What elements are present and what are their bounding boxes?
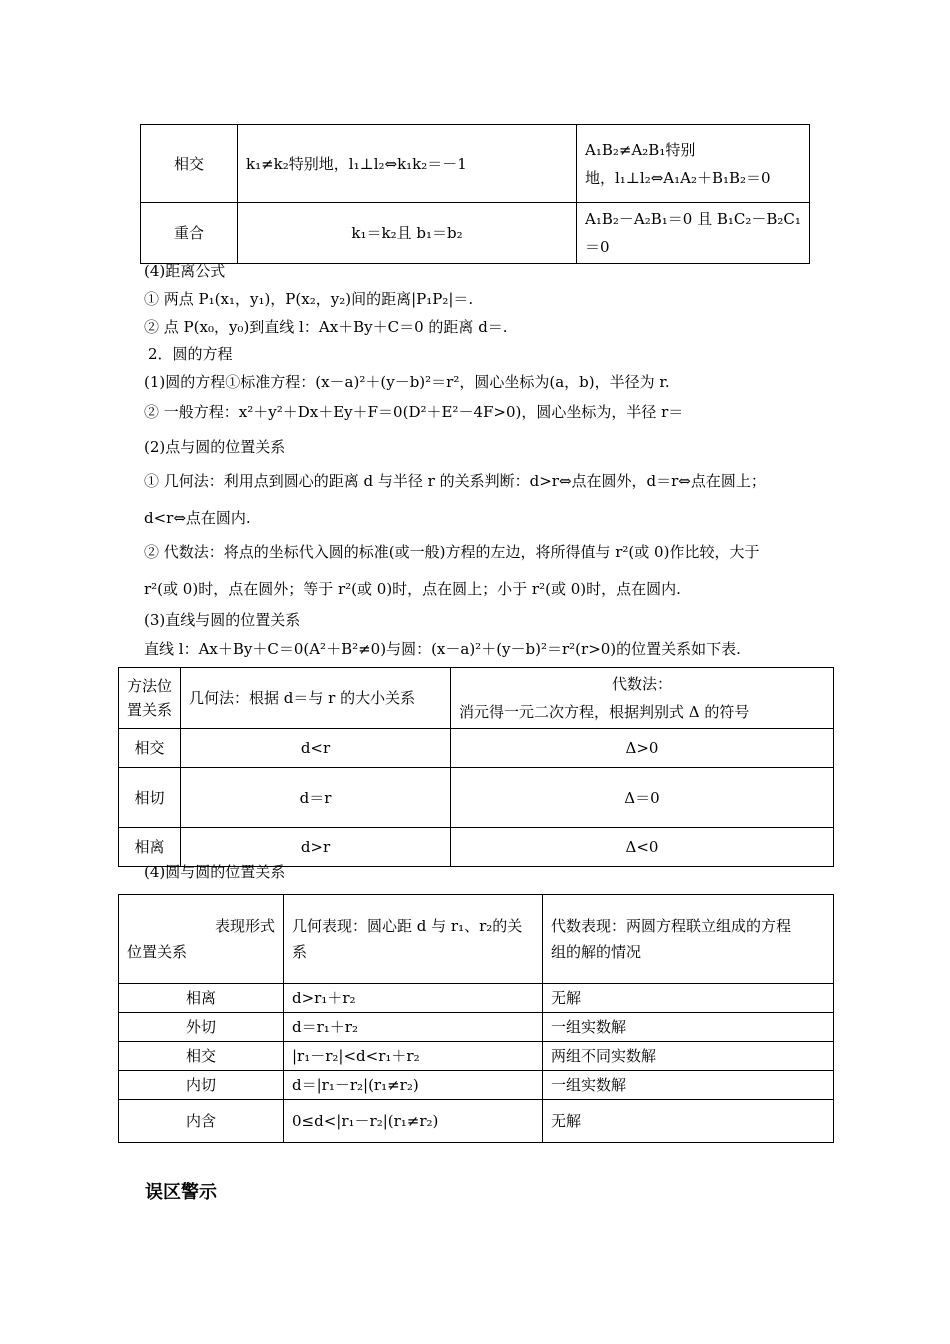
geometric-condition: |r₁－r₂|<d<r₁＋r₂ (284, 1042, 543, 1071)
row-label: 外切 (119, 1013, 284, 1042)
geometric-condition: d＝r (181, 768, 451, 828)
geometric-condition: 0≤d<|r₁－r₂|(r₁≠r₂) (284, 1100, 543, 1143)
two-point-distance: ① 两点 P₁(x₁，y₁)，P(x₂，y₂)间的距离|P₁P₂|＝. (144, 290, 474, 308)
header-algebraic (543, 895, 834, 984)
row-label: 相离 (119, 828, 181, 867)
table-header (119, 895, 834, 984)
cell-line: 地，l₁⊥l₂⇔A₁A₂＋B₁B₂＝0 (585, 168, 771, 187)
table-row (119, 729, 834, 768)
standard-equation: (1)圆的方程①标准方程：(x－a)²＋(y－b)²＝r²，圆心坐标为(a，b)，半径为 r. (144, 373, 670, 391)
circle-circle-heading: (4)圆与圆的位置关系 (144, 863, 286, 881)
solution-count: 一组实数解 (543, 1013, 834, 1042)
table-row (119, 1100, 834, 1143)
cell-line: 组的解的情况 (551, 943, 642, 961)
row-label: 内含 (119, 1100, 284, 1143)
geometric-condition: d＝|r₁－r₂|(r₁≠r₂) (284, 1071, 543, 1100)
line-relation-table (140, 124, 810, 264)
solution-count: 无解 (543, 1100, 834, 1143)
row-label: 相交 (141, 125, 238, 203)
geometric-method-cont: d<r⇔点在圆内. (144, 509, 251, 527)
table-row (141, 203, 810, 264)
cell-line: 表现形式 (214, 917, 275, 935)
cell-line: ＝0 (585, 238, 610, 256)
slope-condition: k₁≠k₂特别地，l₁⊥l₂⇔k₁k₂＝－1 (238, 125, 577, 203)
discriminant-condition: Δ>0 (451, 729, 834, 768)
header-algebraic (451, 668, 834, 729)
header-geometric (284, 895, 543, 984)
algebraic-method: ② 代数法：将点的坐标代入圆的标准(或一般)方程的左边，将所得值与 r²(或 0)作比较，大于 (144, 543, 760, 561)
table-row (141, 125, 810, 203)
cell-line: 置关系 (126, 701, 172, 719)
header-geometric: 几何法：根据 d＝与 r 的大小关系 (181, 668, 451, 729)
point-line-distance: ② 点 P(x₀，y₀)到直线 l：Ax＋By＋C＝0 的距离 d＝. (144, 318, 508, 336)
row-label: 相交 (119, 729, 181, 768)
common-mistakes-heading: 误区警示 (145, 1182, 217, 1203)
section-heading-circle-equation: 2．圆的方程 (148, 345, 233, 363)
header-position (119, 895, 284, 984)
table-header (119, 668, 834, 729)
table-row (119, 1013, 834, 1042)
geometric-condition: d＝r₁＋r₂ (284, 1013, 543, 1042)
table-row (119, 984, 834, 1013)
geometric-condition: d<r (181, 729, 451, 768)
cell-line: A₁B₂≠A₂B₁特别 (585, 140, 696, 159)
solution-count: 无解 (543, 984, 834, 1013)
table-row (119, 1042, 834, 1071)
cell-line: 代数法： (611, 675, 672, 693)
row-label: 内切 (119, 1071, 284, 1100)
row-label: 相交 (119, 1042, 284, 1071)
geometric-condition: d>r (181, 828, 451, 867)
table-row (119, 768, 834, 828)
distance-formula-heading: (4)距离公式 (144, 262, 226, 280)
line-circle-table (118, 667, 834, 867)
coefficient-condition (577, 125, 810, 203)
geometric-method: ① 几何法：利用点到圆心的距离 d 与半径 r 的关系判断：d>r⇔点在圆外，d＝r⇔点在圆上； (144, 472, 766, 490)
cell-line: 系 (292, 943, 308, 961)
point-circle-heading: (2)点与圆的位置关系 (144, 438, 286, 456)
discriminant-condition: Δ＝0 (451, 768, 834, 828)
header-position (119, 668, 181, 729)
cell-line: 位置关系 (127, 943, 188, 961)
general-equation: ② 一般方程：x²＋y²＋Dx＋Ey＋F＝0(D²＋E²－4F>0)，圆心坐标为，半径 r＝ (144, 403, 684, 421)
cell-line: 消元得一元二次方程，根据判别式 Δ 的符号 (459, 703, 750, 721)
geometric-condition: d>r₁＋r₂ (284, 984, 543, 1013)
solution-count: 两组不同实数解 (543, 1042, 834, 1071)
row-label: 重合 (141, 203, 238, 264)
table-row (119, 1071, 834, 1100)
cell-line: 代数表现：两圆方程联立组成的方程 (551, 917, 792, 935)
row-label: 相离 (119, 984, 284, 1013)
cell-line: A₁B₂－A₂B₁＝0 且 B₁C₂－B₂C₁ (585, 210, 801, 228)
coefficient-condition (577, 203, 810, 264)
line-circle-heading: (3)直线与圆的位置关系 (144, 611, 301, 629)
discriminant-condition: Δ<0 (451, 828, 834, 867)
line-circle-intro: 直线 l：Ax＋By＋C＝0(A²＋B²≠0)与圆：(x－a)²＋(y－b)²＝r²(r>0)的位置关系如下表. (144, 640, 741, 658)
cell-line: 几何表现：圆心距 d 与 r₁、r₂的关 (292, 917, 523, 935)
row-label: 相切 (119, 768, 181, 828)
cell-line: 方法位 (126, 677, 172, 695)
algebraic-method-cont: r²(或 0)时，点在圆外；等于 r²(或 0)时，点在圆上；小于 r²(或 0)时，点在圆内. (144, 580, 681, 598)
solution-count: 一组实数解 (543, 1071, 834, 1100)
slope-condition: k₁＝k₂且 b₁＝b₂ (238, 203, 577, 264)
circle-circle-table (118, 894, 834, 1143)
